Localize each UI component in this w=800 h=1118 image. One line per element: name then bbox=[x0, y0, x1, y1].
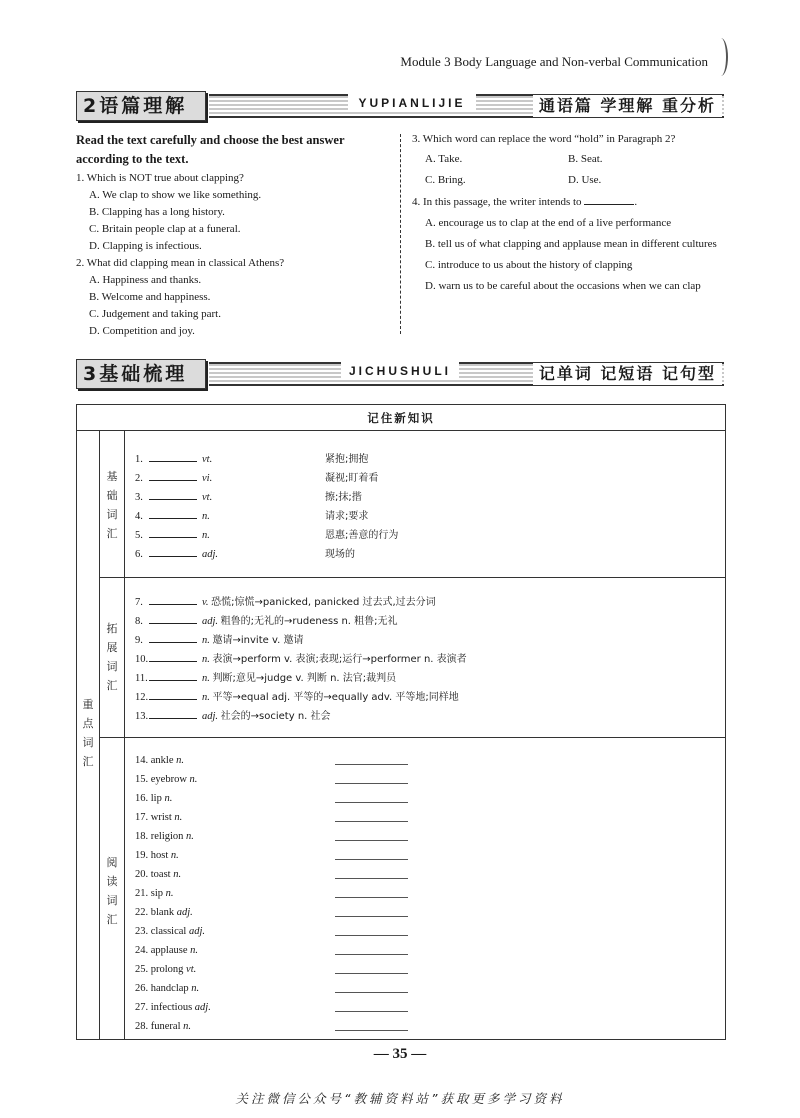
part-of-speech: n. bbox=[189, 774, 198, 785]
section3-pinyin: JICHUSHULI bbox=[341, 362, 459, 380]
word-derivation: 邀请→invite v. 邀请 bbox=[212, 635, 304, 646]
vocab-row bbox=[135, 593, 467, 612]
row-number: 7. bbox=[135, 597, 143, 608]
answer-blank[interactable] bbox=[584, 194, 634, 205]
part-of-speech: n. bbox=[202, 673, 210, 684]
question-4 bbox=[412, 192, 728, 297]
option[interactable]: A. encourage us to clap at the end of a live performance bbox=[425, 217, 672, 229]
part-of-speech: vt. bbox=[202, 492, 213, 503]
answer-blank[interactable] bbox=[149, 612, 197, 624]
row-number: 2. bbox=[135, 473, 143, 484]
vocab-row bbox=[135, 865, 211, 884]
word-derivation: 判断;意见→judge v. 判断 n. 法官;裁判员 bbox=[212, 673, 397, 684]
answer-blank[interactable] bbox=[149, 650, 197, 662]
answer-line[interactable] bbox=[335, 897, 408, 898]
page-number: — 35 — bbox=[373, 1046, 427, 1062]
part-of-speech: n. bbox=[202, 635, 210, 646]
running-header: Module 3 Body Language and Non-verbal Communication bbox=[400, 54, 708, 69]
group-label: 基础词汇 bbox=[106, 470, 118, 540]
part-of-speech: adj. bbox=[202, 616, 219, 627]
option[interactable]: B. Clapping has a long history. bbox=[89, 206, 225, 218]
answer-line[interactable] bbox=[335, 1030, 408, 1031]
vocab-row bbox=[135, 707, 467, 726]
answer-line[interactable] bbox=[335, 821, 408, 822]
section3-banner bbox=[76, 359, 726, 389]
vocab-row bbox=[135, 507, 369, 526]
section3-slogan: 记单词 记短语 记句型 bbox=[533, 363, 722, 385]
vocab-row bbox=[135, 688, 467, 707]
extended-vocab-list bbox=[135, 593, 467, 726]
option[interactable]: A. Take. bbox=[425, 153, 463, 165]
vocab-row bbox=[135, 488, 362, 507]
option[interactable]: A. Happiness and thanks. bbox=[89, 274, 202, 286]
word: 25. prolong bbox=[135, 964, 184, 975]
option[interactable]: C. Bring. bbox=[425, 174, 466, 186]
part-of-speech: adj. bbox=[194, 1002, 211, 1013]
question-stem: 4. In this passage, the writer intends to bbox=[412, 196, 582, 208]
answer-blank[interactable] bbox=[149, 450, 197, 462]
meaning: 请求;要求 bbox=[325, 511, 369, 522]
section3-title: 3基础梳理 bbox=[76, 359, 206, 389]
vocab-row bbox=[135, 846, 211, 865]
vocab-row bbox=[135, 960, 211, 979]
answer-line[interactable] bbox=[335, 916, 408, 917]
row-number: 11. bbox=[135, 673, 148, 684]
option[interactable]: C. Britain people clap at a funeral. bbox=[89, 223, 241, 235]
part-of-speech: adj. bbox=[202, 549, 219, 560]
meaning: 紧抱;拥抱 bbox=[325, 454, 369, 465]
vocab-row bbox=[135, 884, 211, 903]
vocab-row bbox=[135, 469, 379, 488]
question-stem: 3. Which word can replace the word “hold” in Paragraph 2? bbox=[412, 133, 676, 145]
row-number: 5. bbox=[135, 530, 143, 541]
vocab-row bbox=[135, 1017, 211, 1036]
question-2 bbox=[76, 255, 394, 340]
answer-line[interactable] bbox=[335, 1011, 408, 1012]
part-of-speech: vt. bbox=[202, 454, 213, 465]
section2-banner bbox=[76, 91, 726, 121]
word: 17. wrist bbox=[135, 812, 172, 823]
answer-line[interactable] bbox=[335, 764, 408, 765]
vocab-row bbox=[135, 526, 399, 545]
part-of-speech: vt. bbox=[186, 964, 197, 975]
question-stem: 1. Which is NOT true about clapping? bbox=[76, 172, 244, 184]
question-3 bbox=[412, 131, 728, 189]
basic-vocab-list bbox=[135, 450, 399, 564]
option[interactable]: A. We clap to show we like something. bbox=[89, 189, 262, 201]
answer-blank[interactable] bbox=[149, 469, 197, 481]
word: 26. handclap bbox=[135, 983, 189, 994]
vocab-row bbox=[135, 545, 355, 564]
header-curve-decoration bbox=[714, 38, 728, 76]
question-stem: 2. What did clapping mean in classical Athens? bbox=[76, 257, 285, 269]
meaning: 擦;抹;揩 bbox=[325, 492, 362, 503]
part-of-speech: n. bbox=[173, 869, 182, 880]
vocab-row bbox=[135, 979, 211, 998]
vocab-row bbox=[135, 998, 211, 1017]
group-label: 拓展词汇 bbox=[106, 622, 118, 692]
reading-instruction: Read the text carefully and choose the best answer according to the text. bbox=[76, 133, 345, 166]
part-of-speech: n. bbox=[202, 692, 210, 703]
answer-line[interactable] bbox=[335, 992, 408, 993]
vocab-row bbox=[135, 650, 467, 669]
option[interactable]: B. Welcome and happiness. bbox=[89, 291, 211, 303]
part-of-speech: n. bbox=[186, 831, 194, 842]
group-label: 阅读词汇 bbox=[106, 856, 118, 926]
row-number: 10. bbox=[135, 654, 149, 665]
word: 28. funeral bbox=[135, 1021, 181, 1032]
table-rule bbox=[99, 577, 725, 578]
word-derivation: 表演→perform v. 表演;表现;运行→performer n. 表演者 bbox=[212, 654, 467, 665]
part-of-speech: n. bbox=[202, 654, 210, 665]
table-rule bbox=[124, 431, 125, 1039]
part-of-speech: n. bbox=[164, 793, 173, 804]
part-of-speech: n. bbox=[202, 530, 210, 541]
word: 19. host bbox=[135, 850, 169, 861]
word: 23. classical bbox=[135, 926, 187, 937]
word-derivation: 粗鲁的;无礼的→rudeness n. 粗鲁;无礼 bbox=[220, 616, 398, 627]
row-number: 9. bbox=[135, 635, 143, 646]
answer-line[interactable] bbox=[335, 973, 408, 974]
vocab-row bbox=[135, 941, 211, 960]
table-rule bbox=[99, 431, 100, 1039]
section2-slogan: 通语篇 学理解 重分析 bbox=[533, 95, 722, 117]
part-of-speech: adj. bbox=[176, 907, 193, 918]
answer-line[interactable] bbox=[335, 840, 408, 841]
vocab-row bbox=[135, 827, 211, 846]
word: 20. toast bbox=[135, 869, 171, 880]
question-stem-end: . bbox=[634, 196, 638, 208]
word: 27. infectious bbox=[135, 1002, 193, 1013]
word: 22. blank bbox=[135, 907, 175, 918]
word: 15. eyebrow bbox=[135, 774, 187, 785]
part-of-speech: n. bbox=[170, 850, 179, 861]
answer-blank[interactable] bbox=[149, 545, 197, 557]
word: 18. religion bbox=[135, 831, 184, 842]
vocabulary-table bbox=[76, 404, 726, 1040]
option[interactable]: C. introduce to us about the history of clapping bbox=[425, 259, 633, 271]
option[interactable]: D. Clapping is infectious. bbox=[89, 240, 202, 252]
questions-left-column bbox=[76, 131, 394, 340]
vocab-row bbox=[135, 770, 211, 789]
meaning: 现场的 bbox=[325, 549, 355, 560]
outer-label: 重点词汇 bbox=[82, 698, 94, 768]
meaning: 凝视;盯着看 bbox=[325, 473, 379, 484]
answer-line[interactable] bbox=[335, 783, 408, 784]
part-of-speech: v. bbox=[202, 597, 209, 608]
answer-blank[interactable] bbox=[149, 688, 197, 700]
row-number: 1. bbox=[135, 454, 143, 465]
part-of-speech: adj. bbox=[202, 711, 219, 722]
answer-blank[interactable] bbox=[149, 488, 197, 500]
part-of-speech: adj. bbox=[188, 926, 205, 937]
option[interactable]: D. Use. bbox=[568, 174, 602, 186]
questions-right-column bbox=[412, 131, 728, 297]
row-number: 3. bbox=[135, 492, 143, 503]
answer-line[interactable] bbox=[335, 935, 408, 936]
row-number: 13. bbox=[135, 711, 149, 722]
option[interactable]: C. Judgement and taking part. bbox=[89, 308, 221, 320]
vocab-row bbox=[135, 789, 211, 808]
answer-blank[interactable] bbox=[149, 593, 197, 605]
word-derivation: 平等→equal adj. 平等的→equally adv. 平等地;同样地 bbox=[212, 692, 459, 703]
reading-vocab-list bbox=[135, 751, 211, 1036]
answer-line[interactable] bbox=[335, 859, 408, 860]
vocab-row bbox=[135, 751, 211, 770]
answer-blank[interactable] bbox=[149, 526, 197, 538]
word-derivation: 社会的→society n. 社会 bbox=[220, 711, 331, 722]
part-of-speech: n. bbox=[202, 511, 210, 522]
vocab-row bbox=[135, 922, 211, 941]
answer-blank[interactable] bbox=[149, 707, 197, 719]
word: 24. applause bbox=[135, 945, 188, 956]
vocab-row bbox=[135, 669, 467, 688]
column-divider bbox=[400, 134, 401, 334]
word: 14. ankle bbox=[135, 755, 174, 766]
word-derivation: 恐慌;惊慌→panicked, panicked 过去式,过去分词 bbox=[211, 597, 436, 608]
vocab-row bbox=[135, 450, 369, 469]
answer-line[interactable] bbox=[335, 802, 408, 803]
answer-blank[interactable] bbox=[149, 631, 197, 643]
section2-title: 2语篇理解 bbox=[76, 91, 206, 121]
part-of-speech: vi. bbox=[202, 473, 213, 484]
part-of-speech: n. bbox=[183, 1021, 191, 1032]
answer-line[interactable] bbox=[335, 954, 408, 955]
answer-blank[interactable] bbox=[149, 507, 197, 519]
row-number: 12. bbox=[135, 692, 149, 703]
meaning: 恩惠;善意的行为 bbox=[325, 530, 399, 541]
table-rule bbox=[99, 737, 725, 738]
part-of-speech: n. bbox=[165, 888, 174, 899]
vocab-row bbox=[135, 903, 211, 922]
table-title: 记住新知识 bbox=[77, 405, 725, 431]
answer-line[interactable] bbox=[335, 878, 408, 879]
word: 16. lip bbox=[135, 793, 162, 804]
part-of-speech: n. bbox=[191, 983, 200, 994]
option[interactable]: D. warn us to be careful about the occasions when we can clap bbox=[425, 280, 701, 292]
option[interactable]: B. Seat. bbox=[568, 153, 603, 165]
option[interactable]: B. tell us of what clapping and applause mean in different cultures bbox=[425, 238, 717, 250]
word: 21. sip bbox=[135, 888, 164, 899]
vocab-row bbox=[135, 612, 467, 631]
part-of-speech: n. bbox=[190, 945, 198, 956]
option[interactable]: D. Competition and joy. bbox=[89, 325, 195, 337]
question-1 bbox=[76, 170, 394, 255]
answer-blank[interactable] bbox=[149, 669, 197, 681]
row-number: 8. bbox=[135, 616, 143, 627]
vocab-row bbox=[135, 808, 211, 827]
part-of-speech: n. bbox=[174, 812, 183, 823]
promo-footer: 关注微信公众号“教辅资料站”获取更多学习资料 bbox=[235, 1091, 565, 1106]
vocab-row bbox=[135, 631, 467, 650]
row-number: 6. bbox=[135, 549, 143, 560]
part-of-speech: n. bbox=[176, 755, 184, 766]
section2-pinyin: YUPIANLIJIE bbox=[348, 94, 476, 112]
row-number: 4. bbox=[135, 511, 143, 522]
